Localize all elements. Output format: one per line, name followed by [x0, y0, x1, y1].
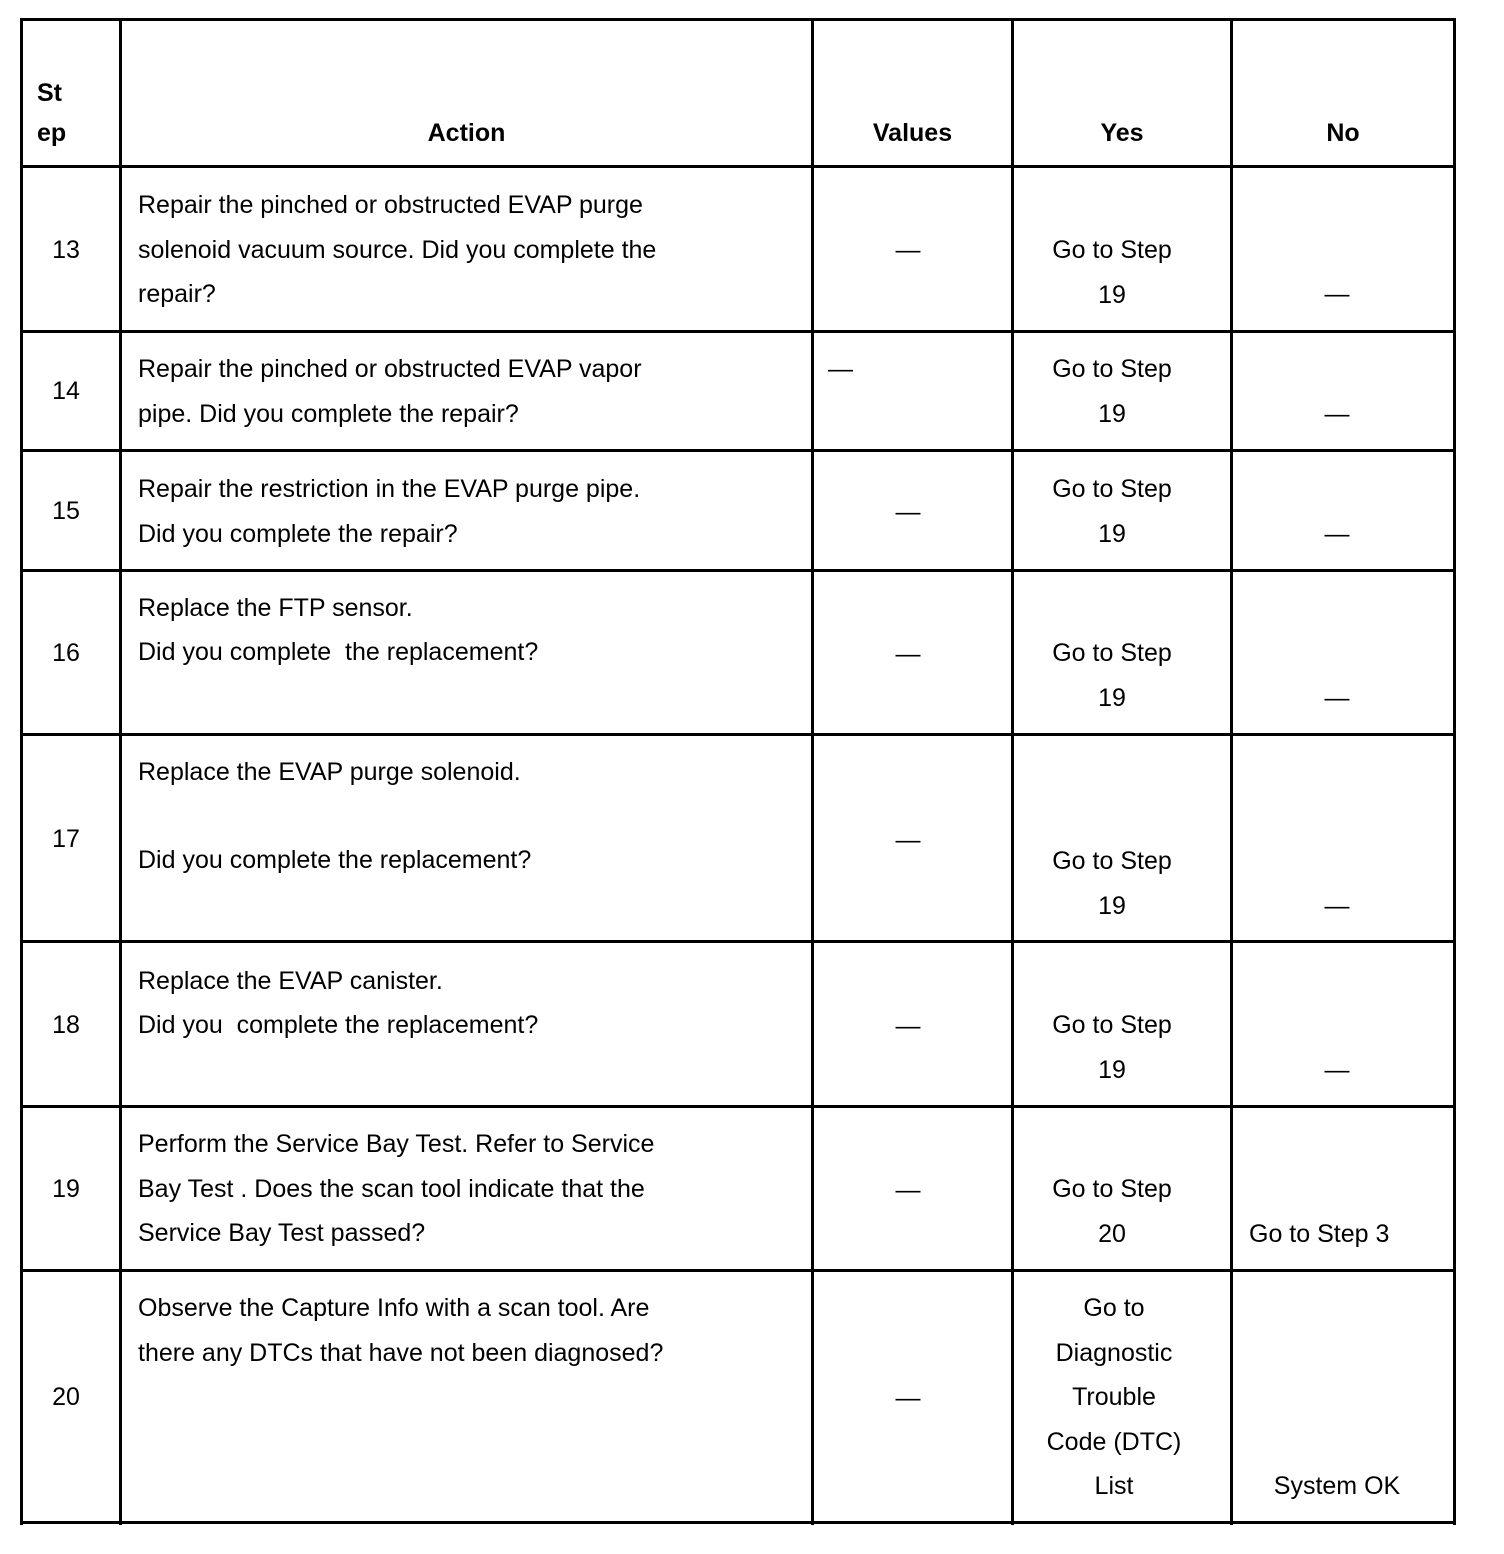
action-text — [138, 467, 640, 556]
step-number: 19 — [52, 1175, 80, 1203]
yes-line: 19 — [1098, 1055, 1126, 1084]
header-no: No — [1326, 119, 1360, 147]
action-line: Repair the restriction in the EVAP purge pipe. — [138, 475, 641, 503]
step-number: 18 — [52, 1011, 80, 1039]
yes-line: 19 — [1098, 519, 1126, 548]
action-line: solenoid vacuum source. Did you complete the — [138, 235, 657, 264]
action-line: pipe. Did you complete the repair? — [138, 399, 519, 428]
action-text — [138, 959, 538, 1047]
yes-goto — [1014, 467, 1210, 556]
no-result: — — [1324, 684, 1350, 712]
grid-line — [20, 330, 1456, 333]
action-line: Repair the pinched or obstructed EVAP vapor — [138, 355, 642, 383]
yes-line: Go to Step — [1052, 847, 1172, 875]
action-line: Did you complete the replacement? — [138, 1010, 539, 1039]
action-line: Replace the EVAP purge solenoid. — [138, 758, 521, 786]
grid-line — [20, 940, 1456, 943]
action-line: Did you complete the replacement? — [138, 637, 539, 666]
action-line: Service Bay Test passed? — [138, 1219, 426, 1247]
value-dash: — — [895, 640, 921, 668]
action-text — [138, 1286, 663, 1375]
no-result: — — [1324, 400, 1350, 428]
value-dash: — — [895, 498, 921, 526]
action-line: there any DTCs that have not been diagnosed? — [138, 1338, 664, 1367]
no-result: System OK — [1273, 1472, 1401, 1500]
yes-goto — [1014, 839, 1210, 928]
grid-line — [20, 569, 1456, 572]
header-step-line: ep — [37, 119, 67, 147]
yes-line: 20 — [1098, 1219, 1126, 1248]
value-dash: — — [828, 355, 853, 383]
grid-line — [20, 1105, 1456, 1108]
action-text — [138, 1122, 654, 1256]
grid-line — [20, 18, 1456, 21]
yes-goto — [1014, 1286, 1214, 1509]
yes-line: Go to Step — [1052, 475, 1172, 503]
header-action: Action — [427, 119, 506, 147]
grid-line — [20, 449, 1456, 452]
action-text — [138, 586, 538, 674]
yes-line: Code (DTC) — [1046, 1427, 1182, 1456]
yes-line: Go to Step — [1052, 1175, 1172, 1203]
value-dash: — — [895, 826, 921, 854]
action-line: Perform the Service Bay Test. Refer to Service — [138, 1130, 655, 1158]
yes-line: Go to Step — [1052, 639, 1172, 667]
action-line: Replace the EVAP canister. — [138, 967, 443, 995]
step-number: 17 — [52, 825, 80, 853]
diagnostic-table — [20, 18, 1456, 1525]
yes-goto — [1014, 1167, 1210, 1256]
value-dash: — — [895, 1384, 921, 1412]
step-number: 20 — [52, 1383, 80, 1411]
action-text — [138, 750, 531, 882]
action-line: Bay Test . Does the scan tool indicate that the — [138, 1174, 645, 1203]
grid-line — [119, 18, 122, 1525]
yes-goto — [1014, 631, 1210, 720]
grid-line — [20, 1521, 1456, 1524]
yes-line: Trouble — [1072, 1383, 1156, 1411]
header-yes: Yes — [1100, 119, 1144, 147]
yes-line: 19 — [1098, 891, 1126, 920]
step-number: 13 — [52, 236, 80, 264]
header-values: Values — [872, 119, 953, 147]
action-line: Did you complete the replacement? — [138, 845, 532, 874]
grid-line — [1230, 18, 1233, 1525]
value-dash: — — [895, 1176, 921, 1204]
header-step-line: St — [37, 79, 62, 107]
no-result: — — [1324, 520, 1350, 548]
yes-line: List — [1094, 1472, 1134, 1500]
action-text — [138, 347, 642, 436]
yes-line: 19 — [1098, 280, 1126, 309]
yes-goto — [1014, 228, 1210, 317]
value-dash: — — [895, 1012, 921, 1040]
grid-line — [20, 1269, 1456, 1272]
action-line: Observe the Capture Info with a scan tool. Are — [138, 1294, 650, 1322]
action-line: Replace the FTP sensor. — [138, 594, 413, 622]
value-dash: — — [895, 236, 921, 264]
header-step — [37, 73, 66, 153]
grid-line — [20, 165, 1456, 168]
step-number: 14 — [52, 377, 80, 405]
grid-line — [1453, 18, 1456, 1525]
action-line: repair? — [138, 280, 216, 308]
no-result: — — [1324, 1056, 1350, 1084]
action-line: Did you complete the repair? — [138, 519, 458, 548]
yes-goto — [1014, 347, 1210, 436]
step-number: 15 — [52, 497, 80, 525]
yes-line: Go to Step — [1052, 355, 1172, 383]
no-result: Go to Step 3 — [1249, 1220, 1390, 1248]
no-result: — — [1324, 280, 1350, 308]
action-line: Repair the pinched or obstructed EVAP purge — [138, 191, 643, 219]
action-text — [138, 183, 656, 317]
yes-line: Go to Step — [1052, 236, 1172, 264]
yes-line: Diagnostic — [1055, 1338, 1173, 1367]
yes-line: Go to — [1083, 1294, 1145, 1322]
yes-line: Go to Step — [1052, 1011, 1172, 1039]
yes-line: 19 — [1098, 683, 1126, 712]
no-result: — — [1324, 892, 1350, 920]
yes-line: 19 — [1098, 399, 1126, 428]
yes-goto — [1014, 1003, 1210, 1092]
grid-line — [20, 733, 1456, 736]
step-number: 16 — [52, 639, 80, 667]
